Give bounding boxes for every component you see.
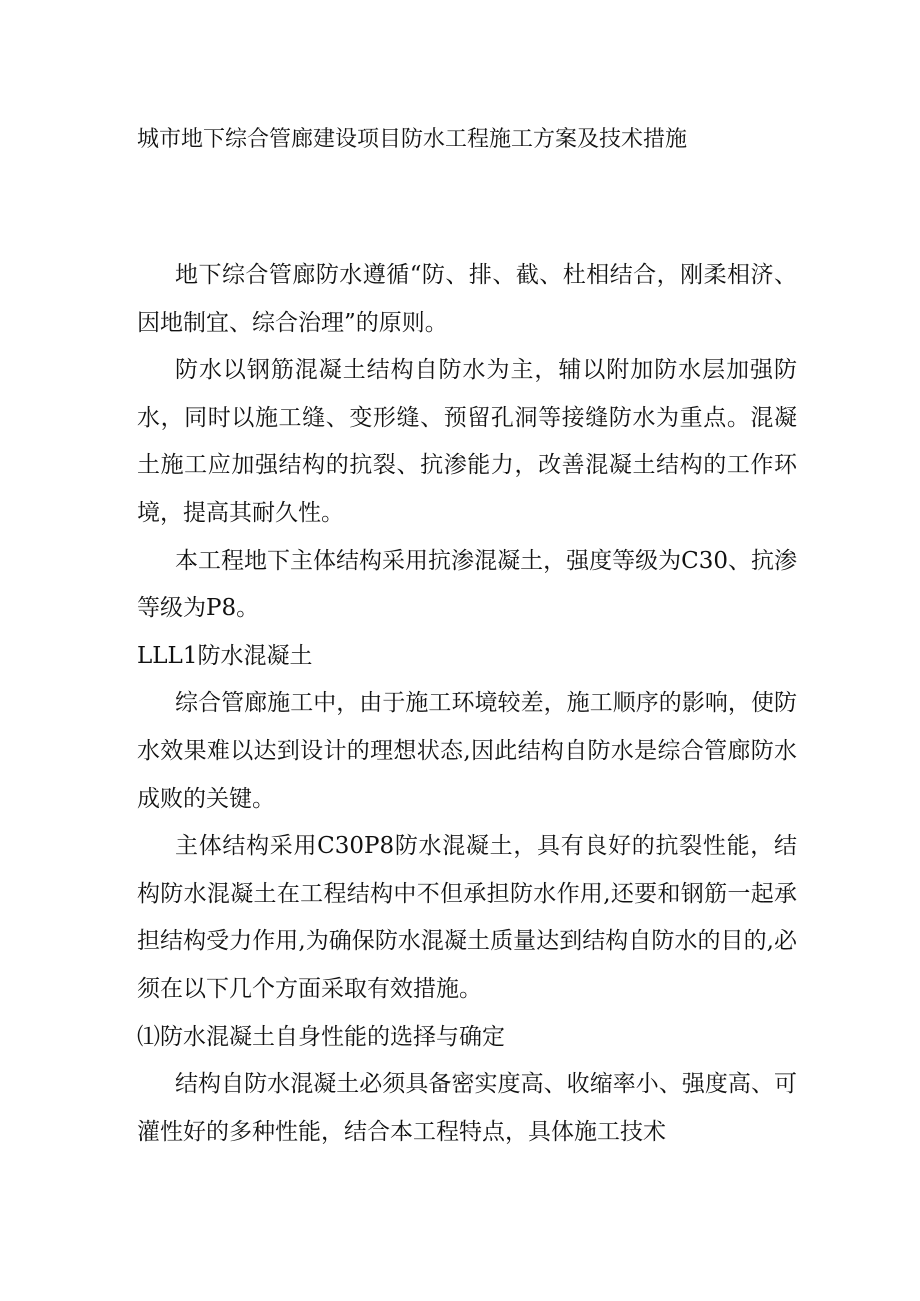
document-title: 城市地下综合管廊建设项目防水工程施工方案及技术措施 <box>137 127 688 152</box>
paragraph-principle: 地下综合管廊防水遵循“防、排、截、杜相结合，刚柔相济、因地制宜、综合治理”的原则。 <box>137 262 797 336</box>
sub-heading: ⑴防水混凝土自身性能的选择与确定 <box>137 1023 505 1050</box>
section-heading: LLL1防水混凝土 <box>137 642 313 669</box>
document-body <box>137 252 797 1156</box>
paragraph-concrete-grade: 本工程地下主体结构采用抗渗混凝土，强度等级为C30、抗渗等级为P8。 <box>137 547 797 622</box>
paragraph-construction-conditions: 综合管廊施工中，由于施工环境较差，施工顺序的影响，使防水效果难以达到设计的理想状态,因此结构自防水是综合管廊防水成败的关键。 <box>137 690 797 812</box>
paragraph-waterproof-strategy: 防水以钢筋混凝土结构自防水为主，辅以附加防水层加强防水，同时以施工缝、变形缝、预留孔洞等接缝防水为重点。混凝土施工应加强结构的抗裂、抗渗能力，改善混凝土结构的工作环境，提高其耐久性。 <box>137 357 797 526</box>
paragraph-c30p8-measures: 主体结构采用C30P8防水混凝土，具有良好的抗裂性能，结构防水混凝土在工程结构中不但承担防水作用,还要和钢筋一起承担结构受力作用,为确保防水混凝土质量达到结构自防水的目的,必须在以下几个方面采取有效措施。 <box>137 833 797 1002</box>
paragraph-concrete-properties: 结构自防水混凝土必须具备密实度高、收缩率小、强度高、可灌性好的多种性能，结合本工程特点，具体施工技术 <box>137 1071 797 1145</box>
